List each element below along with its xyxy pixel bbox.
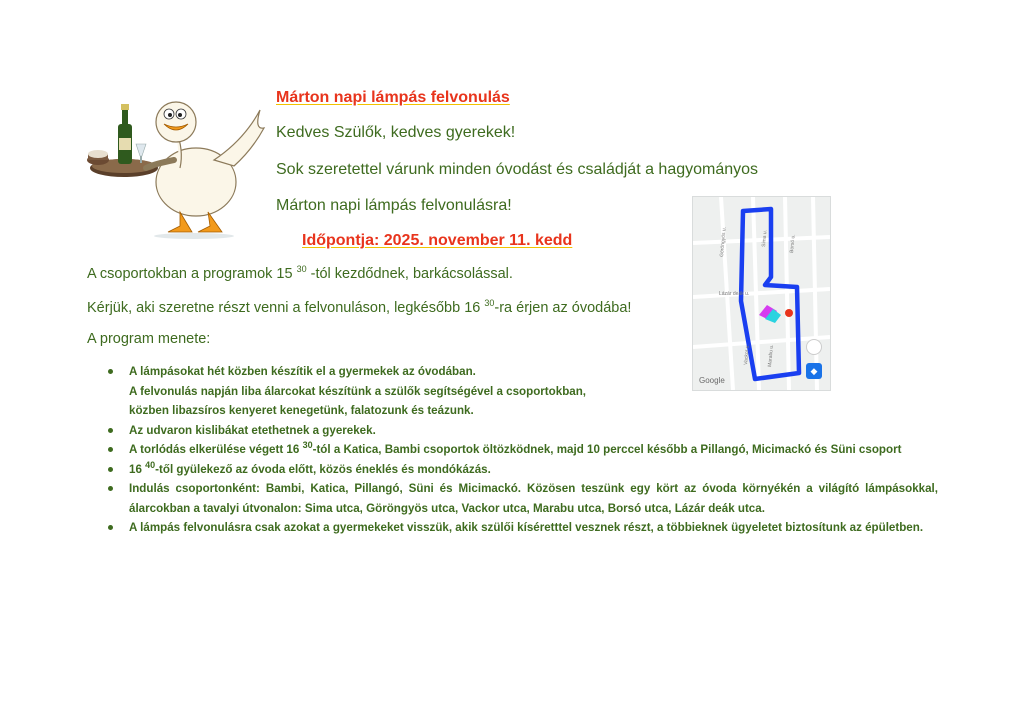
street-label-borso: Borsó u. [789, 234, 797, 254]
list-item: A torlódás elkerülése végett 16 $^{30}$-tól a Katica, Bambi csoportok öltözködnek, majd 10 perccel később a Pillangó, Micimackó és Süni csoport [106, 440, 938, 460]
programs-start-text: A csoportokban a programok 15 $^{30}$ -tól kezdődnek, barkácsolással. [87, 264, 513, 282]
directions-icon[interactable]: ◆ [806, 363, 822, 379]
compass-icon[interactable] [806, 339, 822, 355]
street-label-lazar: Lázár deák u. [719, 291, 750, 297]
list-item: 16 $^{40}$-től gyülekező az óvoda előtt, közös éneklés és mondókázás. [106, 460, 938, 480]
event-date: Időpontja: 2025. november 11. kedd [302, 232, 573, 249]
list-item: A lámpás felvonulásra csak azokat a gyermekeket visszük, akik szülői kíséretttel vesznek részt, a többieknek ügyeletet biztosítunk az épületben. [106, 518, 938, 538]
program-section-title: A program menete: [87, 331, 211, 347]
greeting: Kedves Szülők, kedves gyerekek! [276, 124, 516, 141]
program-list [106, 362, 938, 538]
list-item: A lámpásokat hét közben készítik el a gyermekek az óvodában. A felvonulás napján liba álarcokat készítünk a szülők segítségével a csoportokban, közben libazsíros kenyeret kenegetünk, falatozunk és teázunk. [106, 362, 938, 421]
invitation-line-2: Márton napi lámpás felvonulásra! [276, 197, 512, 214]
street-label-gorongyos: Göröngyös u. [719, 226, 728, 258]
google-logo: Google [699, 376, 725, 385]
list-item: Az udvaron kislibákat etethetnek a gyerekek. [106, 421, 938, 441]
list-item: Indulás csoportonként: Bambi, Katica, Pillangó, Süni és Micimackó. Közösen teszünk egy kört az óvoda környékén a világító lámpásokkal, álarcokban a tavalyi útvonalon: Sima utca, Göröngyös utca, Vackor utca, Marabu utca, Borsó utca, Lázár deák utca. [106, 479, 938, 518]
event-heading: Márton napi lámpás felvonulás [276, 89, 510, 106]
street-label-marabu: Marabu u. [767, 344, 775, 368]
goose-waiter-illustration [84, 90, 268, 240]
street-label-vackor: Vackor u. [743, 343, 751, 366]
street-label-sima: Sima u. [761, 229, 769, 248]
arrival-deadline-text: Kérjük, aki szeretne részt venni a felvonuláson, legkésőbb 16 $^{30}$-ra érjen az óvodába! [87, 298, 632, 316]
invitation-line-1: Sok szeretettel várunk minden óvodást és családját a hagyományos [276, 161, 759, 178]
